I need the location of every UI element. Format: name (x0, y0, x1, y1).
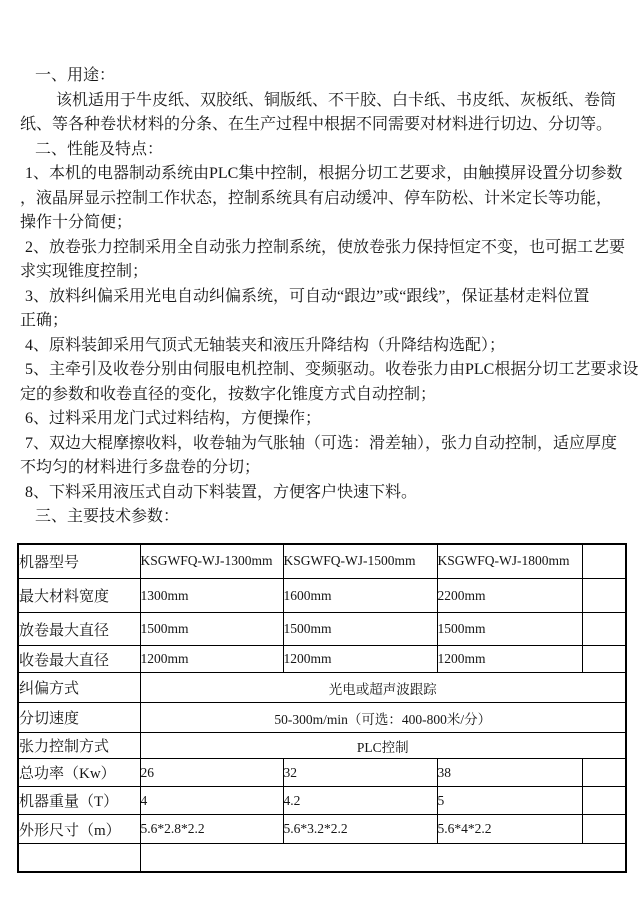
table-row (18, 673, 626, 703)
paragraph (20, 285, 640, 334)
table-row (18, 613, 626, 646)
value-cell: 26 (140, 759, 283, 787)
empty-cell (582, 759, 626, 787)
table-row (18, 787, 626, 815)
empty-cell (582, 646, 626, 673)
paragraph (20, 481, 640, 506)
text-line: 7、双边大棍摩擦收料，收卷轴为气胀轴（可选：滑差轴），张力自动控制，适应厚度 (25, 434, 618, 452)
value-cell: 5.6*3.2*2.2 (283, 815, 437, 844)
value-cell: KSGWFQ-WJ-1500mm (283, 544, 437, 579)
text-line: 纸、等各种卷状材料的分条、在生产过程中根据不同需要对材料进行切边、分切等。 (20, 116, 613, 133)
value-cell: 4 (140, 787, 283, 815)
table-row (18, 844, 626, 872)
value-cell: 32 (283, 759, 437, 787)
technical-parameters-table (17, 543, 627, 873)
value-cell: 1200mm (140, 646, 283, 673)
row-label: 收卷最大直径 (18, 646, 140, 673)
text-line: 5、主牵引及收卷分别由伺服电机控制、变频驱动。收卷张力由PLC根据分切工艺要求设 (25, 361, 639, 378)
merged-value-cell: 光电或超声波跟踪 (140, 673, 626, 703)
empty-cell (582, 787, 626, 815)
paragraph (20, 236, 640, 285)
table-row (18, 646, 626, 673)
table-row (18, 703, 626, 733)
value-cell: 5.6*4*2.2 (437, 815, 582, 844)
text-line: 3、放料纠偏采用光电自动纠偏系统，可自动“跟边”或“跟线”，保证基材走料位置 (25, 287, 590, 305)
text-line: 求实现锥度控制； (20, 263, 149, 280)
paragraph (20, 89, 640, 138)
value-cell: 1600mm (283, 579, 437, 613)
row-label: 外形尺寸（m） (18, 815, 140, 844)
row-label (18, 844, 140, 872)
text-line: ，液晶屏显示控制工作状态，控制系统具有启动缓冲、停车防松、计米定长等功能， (20, 189, 613, 207)
value-cell: KSGWFQ-WJ-1800mm (437, 544, 582, 579)
empty-cell (582, 613, 626, 646)
value-cell: 38 (437, 759, 582, 787)
row-label: 机器重量（T） (18, 787, 140, 815)
table-row (18, 544, 626, 579)
text-line: 不均匀的材料进行多盘卷的分切； (20, 459, 261, 476)
value-cell: 5.6*2.8*2.2 (140, 815, 283, 844)
value-cell: 1200mm (437, 646, 582, 673)
value-cell: KSGWFQ-WJ-1300mm (140, 544, 283, 579)
row-label: 总功率（Kw） (18, 759, 140, 787)
table-row (18, 815, 626, 844)
table-row (18, 579, 626, 613)
row-label: 最大材料宽度 (18, 579, 140, 613)
technical-parameters-table-body (18, 544, 626, 872)
text-line: 1、本机的电器制动系统由PLC集中控制，根据分切工艺要求，由触摸屏设置分切参数 (25, 165, 623, 182)
text-line: 8、下料采用液压式自动下料装置，方便客户快速下料。 (25, 483, 418, 501)
text-line: 该机适用于牛皮纸、双胶纸、铜版纸、不干胶、白卡纸、书皮纸、灰板纸、卷筒 (56, 91, 617, 109)
value-cell: 4.2 (283, 787, 437, 815)
value-cell: 1300mm (140, 579, 283, 613)
paragraph (20, 334, 640, 359)
value-cell: 1200mm (283, 646, 437, 673)
paragraph (20, 138, 640, 163)
paragraph (20, 505, 640, 530)
merged-value-cell: 50-300m/min（可选：400-800米/分） (140, 703, 626, 733)
empty-cell (582, 544, 626, 579)
text-line: 操作十分简便； (20, 214, 133, 231)
text-line: 一、用途： (35, 67, 116, 84)
paragraph (20, 162, 640, 236)
value-cell: 5 (437, 787, 582, 815)
empty-cell (582, 579, 626, 613)
row-label: 机器型号 (18, 544, 140, 579)
table-row (18, 759, 626, 787)
merged-value-cell (140, 844, 626, 872)
row-label: 纠偏方式 (18, 673, 140, 703)
row-label: 放卷最大直径 (18, 613, 140, 646)
text-line: 三、主要技术参数： (35, 508, 180, 525)
text-line: 二、性能及特点： (35, 140, 164, 158)
empty-cell (582, 815, 626, 844)
value-cell: 1500mm (283, 613, 437, 646)
text-line: 定的参数和收卷直径的变化，按数字化锥度方式自动控制； (20, 385, 437, 403)
text-line: 4、原料装卸采用气顶式无轴装夹和液压升降结构（升降结构选配）； (25, 336, 506, 354)
text-line: 2、放卷张力控制采用全自动张力控制系统，使放卷张力保持恒定不变，也可据工艺要 (25, 238, 626, 256)
row-label: 分切速度 (18, 703, 140, 733)
table-row (18, 733, 626, 759)
value-cell: 1500mm (140, 613, 283, 646)
text-line: 6、过料采用龙门式过料结构，方便操作； (25, 410, 322, 427)
text-line: 正确； (20, 312, 69, 329)
value-cell: 1500mm (437, 613, 582, 646)
merged-value-cell: PLC控制 (140, 733, 626, 759)
value-cell: 2200mm (437, 579, 582, 613)
paragraph (20, 64, 640, 89)
paragraph (20, 358, 640, 407)
paragraph (20, 432, 640, 481)
paragraph (20, 407, 640, 432)
row-label: 张力控制方式 (18, 733, 140, 759)
